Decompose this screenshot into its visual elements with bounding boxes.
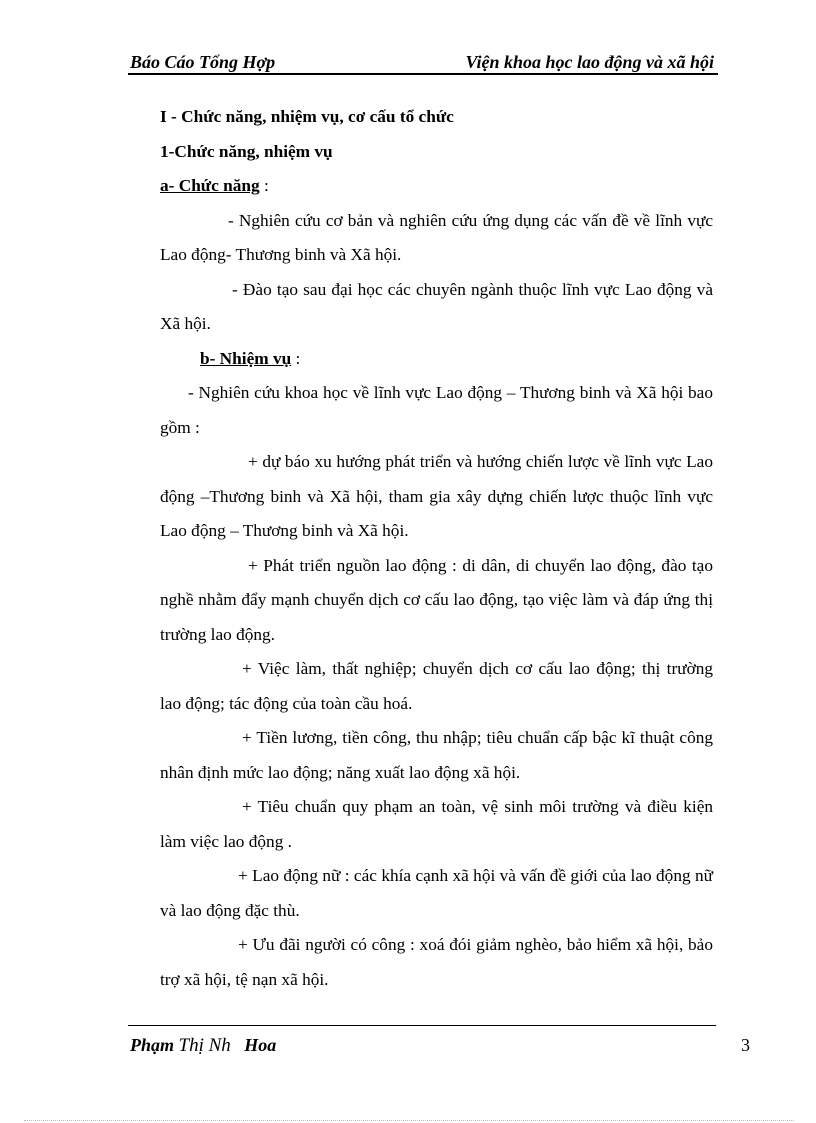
header-right-title: Viện khoa học lao động và xã hội: [465, 52, 714, 72]
page-number: 3: [741, 1035, 750, 1055]
subsection-title: 1-Chức năng, nhiệm vụ: [160, 141, 333, 161]
page-bottom-dotted-edge: [24, 1120, 794, 1121]
author-name: [130, 1035, 276, 1057]
header-rule: [128, 73, 718, 75]
paragraph-item: - Nghiên cứu cơ bản và nghiên cứu ứng dụng các vấn đề về lĩnh vực Lao động- Thương binh và Xã hội.: [160, 210, 713, 264]
paragraph-item: + Lao động nữ : các khía cạnh xã hội và vấn đề giới của lao động nữ và lao động đặc thù.: [160, 866, 713, 920]
running-footer: [130, 1035, 750, 1061]
paragraph-item: + Tiền lương, tiền công, thu nhập; tiêu chuẩn cấp bậc kĩ thuật công nhân định mức lao động; năng xuất lao động xã hội.: [160, 728, 713, 782]
author-name-part3: Hoa: [230, 1035, 277, 1055]
author-name-part1: Phạm: [130, 1035, 179, 1055]
subheading-nhiem-vu: [200, 342, 713, 377]
subheading-a-label: a- Chức năng: [160, 176, 260, 195]
subheading-b-suffix: :: [291, 348, 301, 368]
paragraph-item: + Tiêu chuẩn quy phạm an toàn, vệ sinh môi trường và điều kiện làm việc lao động .: [160, 797, 713, 851]
paragraph-item: + Phát triển nguồn lao động : di dân, di chuyển lao động, đào tạo nghề nhằm đẩy mạnh chuyển dịch cơ cấu lao động, tạo việc làm và đáp ứng thị trường lao động.: [160, 555, 713, 644]
document-body: [160, 100, 713, 997]
header-left-title: Báo Cáo Tổng Hợp: [130, 52, 276, 72]
paragraph-item: + Ưu đãi người có công : xoá đói giảm nghèo, bảo hiểm xã hội, bảo trợ xã hội, tệ nạn xã hội.: [160, 935, 713, 989]
paragraph-item: + dự báo xu hướng phát triển và hướng chiến lược về lĩnh vực Lao động –Thương binh và Xã hội, tham gia xây dựng chiến lược thuộc lĩnh vực Lao động – Thương binh và Xã hội.: [160, 452, 713, 540]
section-title: I - Chức năng, nhiệm vụ, cơ cấu tổ chức: [160, 107, 454, 126]
author-name-part2: Thị Nh: [178, 1035, 231, 1056]
subheading-chuc-nang: [160, 169, 713, 204]
subheading-b-label: b- Nhiệm vụ: [200, 348, 292, 368]
paragraph-item: - Đào tạo sau đại học các chuyên ngành thuộc lĩnh vực Lao động và Xã hội.: [160, 279, 713, 333]
paragraph-item: + Việc làm, thất nghiệp; chuyển dịch cơ cấu lao động; thị trường lao động; tác động của toàn cầu hoá.: [160, 659, 713, 713]
paragraph-intro: - Nghiên cứu khoa học về lĩnh vực Lao động – Thương binh và Xã hội bao gồm :: [160, 383, 713, 437]
subheading-a-suffix: :: [259, 176, 269, 195]
footer-rule: [128, 1025, 716, 1026]
